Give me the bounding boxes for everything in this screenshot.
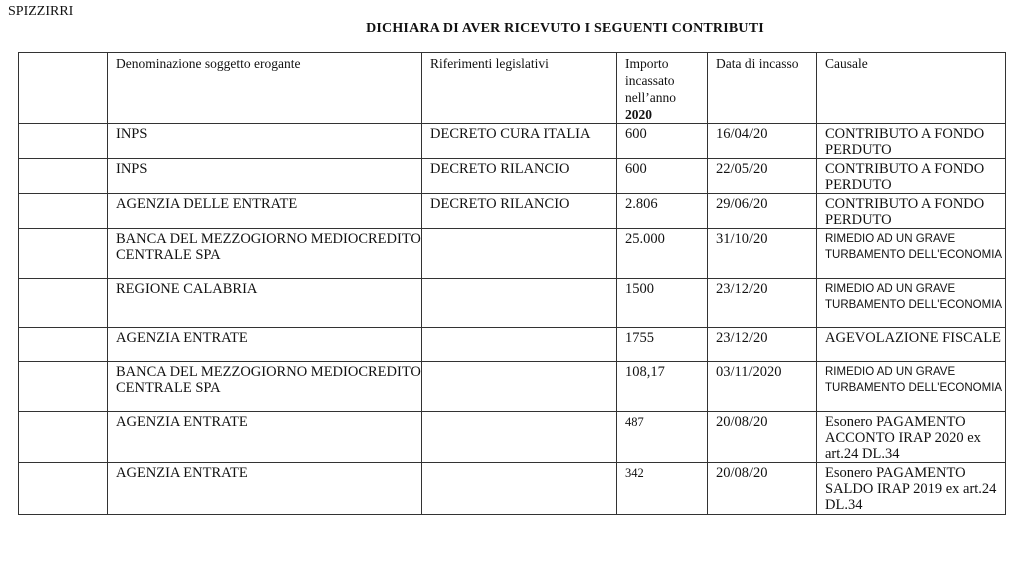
cell-riferimenti: DECRETO RILANCIO bbox=[422, 159, 617, 194]
table-row bbox=[19, 463, 1006, 515]
cell-ente: AGENZIA ENTRATE bbox=[108, 463, 422, 515]
row-blank-cell bbox=[19, 463, 108, 515]
cell-importo: 1500 bbox=[617, 279, 708, 328]
header-riferimenti: Riferimenti legislativi bbox=[422, 53, 617, 124]
header-data: Data di incasso bbox=[708, 53, 817, 124]
header-importo-label: Importo incassato nell’anno bbox=[625, 56, 676, 105]
cell-causale: AGEVOLAZIONE FISCALE bbox=[817, 328, 1006, 362]
cell-ente: REGIONE CALABRIA bbox=[108, 279, 422, 328]
cell-data: 31/10/20 bbox=[708, 229, 817, 279]
cell-ente: AGENZIA ENTRATE bbox=[108, 328, 422, 362]
document-owner: SPIZZIRRI bbox=[8, 4, 74, 19]
cell-importo: 1755 bbox=[617, 328, 708, 362]
cell-data: 22/05/20 bbox=[708, 159, 817, 194]
table-row bbox=[19, 229, 1006, 279]
cell-importo: 108,17 bbox=[617, 362, 708, 412]
contributions-table bbox=[18, 52, 1006, 515]
row-blank-cell bbox=[19, 279, 108, 328]
cell-causale: CONTRIBUTO A FONDO PERDUTO bbox=[817, 124, 1006, 159]
row-blank-cell bbox=[19, 328, 108, 362]
table-row bbox=[19, 412, 1006, 463]
cell-ente: BANCA DEL MEZZOGIORNO MEDIOCREDITO CENTRALE SPA bbox=[108, 362, 422, 412]
table-body bbox=[19, 124, 1006, 515]
cell-data: 23/12/20 bbox=[708, 279, 817, 328]
cell-importo: 600 bbox=[617, 124, 708, 159]
row-blank-cell bbox=[19, 124, 108, 159]
cell-riferimenti bbox=[422, 229, 617, 279]
cell-data: 29/06/20 bbox=[708, 194, 817, 229]
cell-riferimenti bbox=[422, 463, 617, 515]
cell-importo: 487 bbox=[617, 412, 708, 463]
table-row bbox=[19, 279, 1006, 328]
blank-header-cell bbox=[19, 53, 108, 124]
cell-causale: Esonero PAGAMENTO SALDO IRAP 2019 ex art.24 DL.34 bbox=[817, 463, 1006, 515]
table-row bbox=[19, 194, 1006, 229]
cell-causale: RIMEDIO AD UN GRAVE TURBAMENTO DELL'ECONOMIA bbox=[817, 229, 1006, 279]
cell-ente: AGENZIA DELLE ENTRATE bbox=[108, 194, 422, 229]
header-importo-year: 2020 bbox=[625, 107, 652, 122]
header-denominazione: Denominazione soggetto erogante bbox=[108, 53, 422, 124]
cell-data: 20/08/20 bbox=[708, 463, 817, 515]
row-blank-cell bbox=[19, 194, 108, 229]
table-row bbox=[19, 362, 1006, 412]
cell-riferimenti bbox=[422, 362, 617, 412]
cell-riferimenti bbox=[422, 279, 617, 328]
table-row bbox=[19, 328, 1006, 362]
row-blank-cell bbox=[19, 362, 108, 412]
row-blank-cell bbox=[19, 412, 108, 463]
row-blank-cell bbox=[19, 229, 108, 279]
row-blank-cell bbox=[19, 159, 108, 194]
cell-causale: Esonero PAGAMENTO ACCONTO IRAP 2020 ex art.24 DL.34 bbox=[817, 412, 1006, 463]
document-title: DICHIARA DI AVER RICEVUTO I SEGUENTI CONTRIBUTI bbox=[366, 21, 764, 36]
header-causale: Causale bbox=[817, 53, 1006, 124]
cell-importo: 600 bbox=[617, 159, 708, 194]
cell-importo: 342 bbox=[617, 463, 708, 515]
cell-data: 20/08/20 bbox=[708, 412, 817, 463]
table-row bbox=[19, 124, 1006, 159]
cell-importo: 25.000 bbox=[617, 229, 708, 279]
cell-ente: BANCA DEL MEZZOGIORNO MEDIOCREDITO CENTRALE SPA bbox=[108, 229, 422, 279]
cell-importo: 2.806 bbox=[617, 194, 708, 229]
cell-causale: RIMEDIO AD UN GRAVE TURBAMENTO DELL'ECONOMIA bbox=[817, 279, 1006, 328]
header-importo bbox=[617, 53, 708, 124]
cell-causale: CONTRIBUTO A FONDO PERDUTO bbox=[817, 194, 1006, 229]
cell-data: 23/12/20 bbox=[708, 328, 817, 362]
cell-ente: INPS bbox=[108, 159, 422, 194]
table-row bbox=[19, 159, 1006, 194]
cell-data: 03/11/2020 bbox=[708, 362, 817, 412]
cell-riferimenti: DECRETO CURA ITALIA bbox=[422, 124, 617, 159]
cell-riferimenti bbox=[422, 328, 617, 362]
cell-data: 16/04/20 bbox=[708, 124, 817, 159]
table-header-row bbox=[19, 53, 1006, 124]
cell-ente: INPS bbox=[108, 124, 422, 159]
cell-causale: RIMEDIO AD UN GRAVE TURBAMENTO DELL'ECONOMIA bbox=[817, 362, 1006, 412]
cell-riferimenti: DECRETO RILANCIO bbox=[422, 194, 617, 229]
cell-riferimenti bbox=[422, 412, 617, 463]
cell-causale: CONTRIBUTO A FONDO PERDUTO bbox=[817, 159, 1006, 194]
cell-ente: AGENZIA ENTRATE bbox=[108, 412, 422, 463]
